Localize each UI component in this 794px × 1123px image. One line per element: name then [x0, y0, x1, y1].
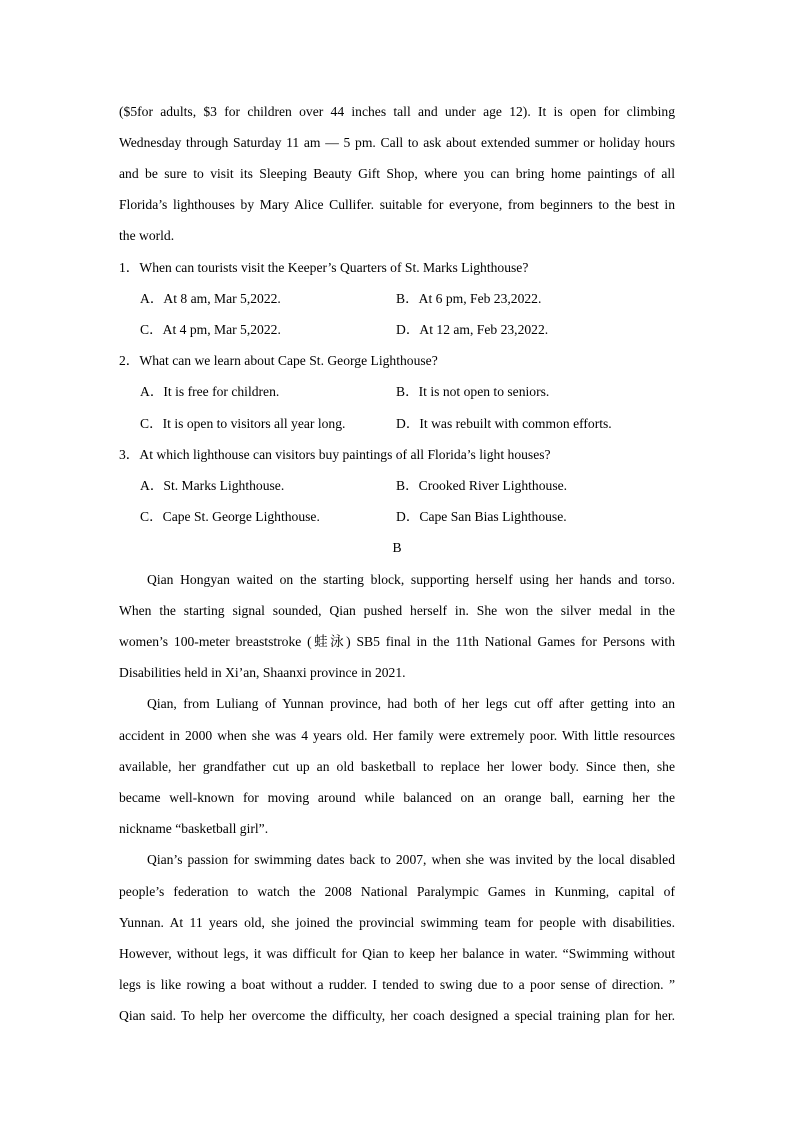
text-line: ($5for adults, $3 for children over 44 inches tall and under age 12). It is open for climbing [119, 104, 675, 119]
text-line: the world. [119, 228, 175, 243]
text-line: became well-known for moving around while balanced on an orange ball, earning her the [119, 790, 675, 805]
text-line: people’s federation to watch the 2008 National Paralympic Games in Kunming, capital of [119, 884, 675, 899]
option-c: C．At 4 pm, Mar 5,2022. [140, 322, 281, 337]
question-stem: 1．When can tourists visit the Keeper’s Quarters of St. Marks Lighthouse? [119, 260, 529, 275]
text-line: legs is like rowing a boat without a rudder. I tended to swing due to a poor sense of direction. ” [119, 977, 675, 992]
text-line: accident in 2000 when she was 4 years old. Her family were extremely poor. With little resources [119, 728, 675, 743]
text-line: When the starting signal sounded, Qian pushed herself in. She won the silver medal in the [119, 603, 675, 618]
text-line: Florida’s lighthouses by Mary Alice Cullifer. suitable for everyone, from beginners to the best in [119, 197, 675, 212]
option-c: C．It is open to visitors all year long. [140, 416, 346, 431]
text-line: Wednesday through Saturday 11 am — 5 pm. Call to ask about extended summer or holiday hours [119, 135, 675, 150]
text-line: available, her grandfather cut up an old basketball to replace her lower body. Since then, she [119, 759, 675, 774]
text-line: Qian said. To help her overcome the difficulty, her coach designed a special training plan for her. [119, 1008, 675, 1023]
text-line: Qian’s passion for swimming dates back to 2007, when she was invited by the local disabled [147, 852, 675, 867]
text-line: Disabilities held in Xi’an, Shaanxi province in 2021. [119, 665, 406, 680]
option-c: C．Cape St. George Lighthouse. [140, 509, 320, 524]
option-a: A．St. Marks Lighthouse. [140, 478, 285, 493]
option-b: B．Crooked River Lighthouse. [396, 478, 568, 493]
section-heading: B [392, 540, 402, 555]
text-line: nickname “basketball girl”. [119, 821, 269, 836]
option-d: D．At 12 am, Feb 23,2022. [396, 322, 549, 337]
option-b: B．At 6 pm, Feb 23,2022. [396, 291, 542, 306]
option-b: B．It is not open to seniors. [396, 384, 550, 399]
text-line: Yunnan. At 11 years old, she joined the provincial swimming team for people with disabilities. [119, 915, 675, 930]
option-d: D．Cape San Bias Lighthouse. [396, 509, 567, 524]
question-stem: 3．At which lighthouse can visitors buy paintings of all Florida’s light houses? [119, 447, 551, 462]
option-a: A．At 8 am, Mar 5,2022. [140, 291, 281, 306]
text-line: and be sure to visit its Sleeping Beauty Gift Shop, where you can bring home paintings of all [119, 166, 675, 181]
text-line: Qian, from Luliang of Yunnan province, had both of her legs cut off after getting into an [147, 696, 675, 711]
question-stem: 2．What can we learn about Cape St. George Lighthouse? [119, 353, 438, 368]
option-d: D．It was rebuilt with common efforts. [396, 416, 612, 431]
text-line: However, without legs, it was difficult for Qian to keep her balance in water. “Swimming without [119, 946, 675, 961]
option-a: A．It is free for children. [140, 384, 280, 399]
text-line: women’s 100-meter breaststroke (蛙泳) SB5 final in the 11th National Games for Persons with [119, 634, 675, 649]
text-line: Qian Hongyan waited on the starting block, supporting herself using her hands and torso. [147, 572, 675, 587]
